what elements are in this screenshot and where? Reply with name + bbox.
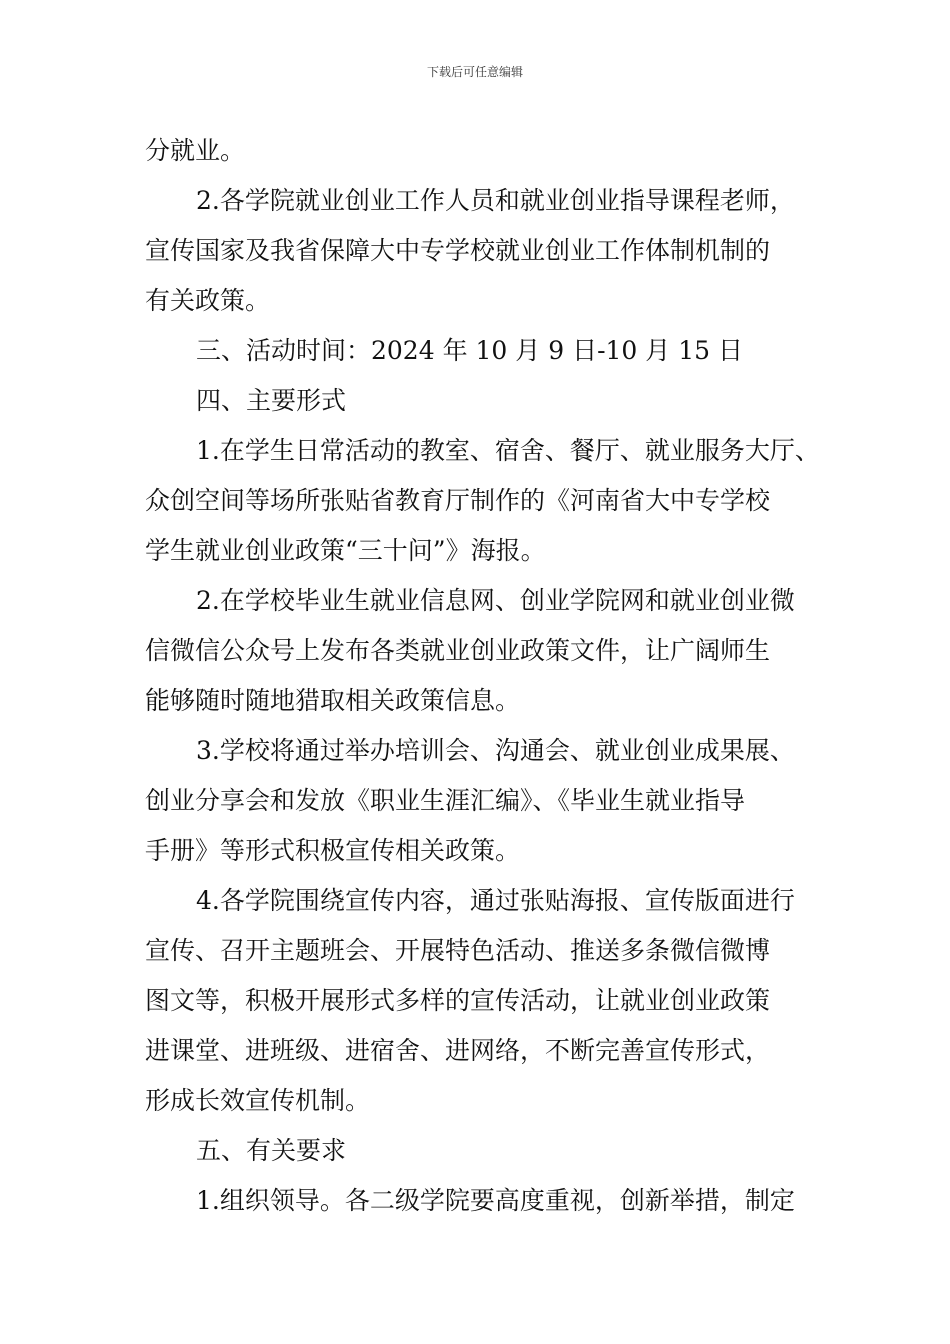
- text-line: 宣传国家及我省保障大中专学校就业创业工作体制机制的: [145, 236, 771, 265]
- text-line: 学生就业创业政策“三十问”》海报。: [145, 536, 546, 565]
- section-heading: 三、活动时间：2024 年 10 月 9 日-10 月 15 日: [196, 336, 743, 365]
- text-line: 能够随时随地猎取相关政策信息。: [145, 686, 521, 715]
- text-line: 宣传、召开主题班会、开展特色活动、推送多条微信微博: [145, 936, 771, 965]
- text-line: 形成长效宣传机制。: [145, 1086, 371, 1115]
- paragraph-start-line: 1.组织领导。各二级学院要高度重视，创新举措，制定: [196, 1186, 795, 1215]
- paragraph-start-line: 2.在学校毕业生就业信息网、创业学院网和就业创业微: [196, 586, 795, 615]
- section-heading: 四、主要形式: [196, 386, 347, 415]
- text-line: 有关政策。: [145, 286, 271, 315]
- paragraph-start-line: 3.学校将通过举办培训会、沟通会、就业创业成果展、: [196, 736, 795, 765]
- text-line: 图文等，积极开展形式多样的宣传活动，让就业创业政策: [145, 986, 771, 1015]
- paragraph-start-line: 1.在学生日常活动的教室、宿舍、餐厅、就业服务大厅、: [196, 436, 820, 465]
- text-line: 分就业。: [145, 136, 246, 165]
- text-line: 手册》等形式积极宣传相关政策。: [145, 836, 521, 865]
- document-body: [145, 126, 825, 1226]
- text-line: 进课堂、进班级、进宿舍、进网络，不断完善宣传形式，: [145, 1036, 771, 1065]
- paragraph-start-line: 4.各学院围绕宣传内容，通过张贴海报、宣传版面进行: [196, 886, 795, 915]
- paragraph-start-line: 2.各学院就业创业工作人员和就业创业指导课程老师，: [196, 186, 795, 215]
- text-line: 信微信公众号上发布各类就业创业政策文件，让广阔师生: [145, 636, 771, 665]
- text-line: 创业分享会和发放《职业生涯汇编》、《毕业生就业指导: [145, 786, 746, 815]
- text-line: 众创空间等场所张贴省教育厅制作的《河南省大中专学校: [145, 486, 771, 515]
- section-heading: 五、有关要求: [196, 1136, 347, 1165]
- page-header: 下载后可任意编辑: [426, 65, 523, 79]
